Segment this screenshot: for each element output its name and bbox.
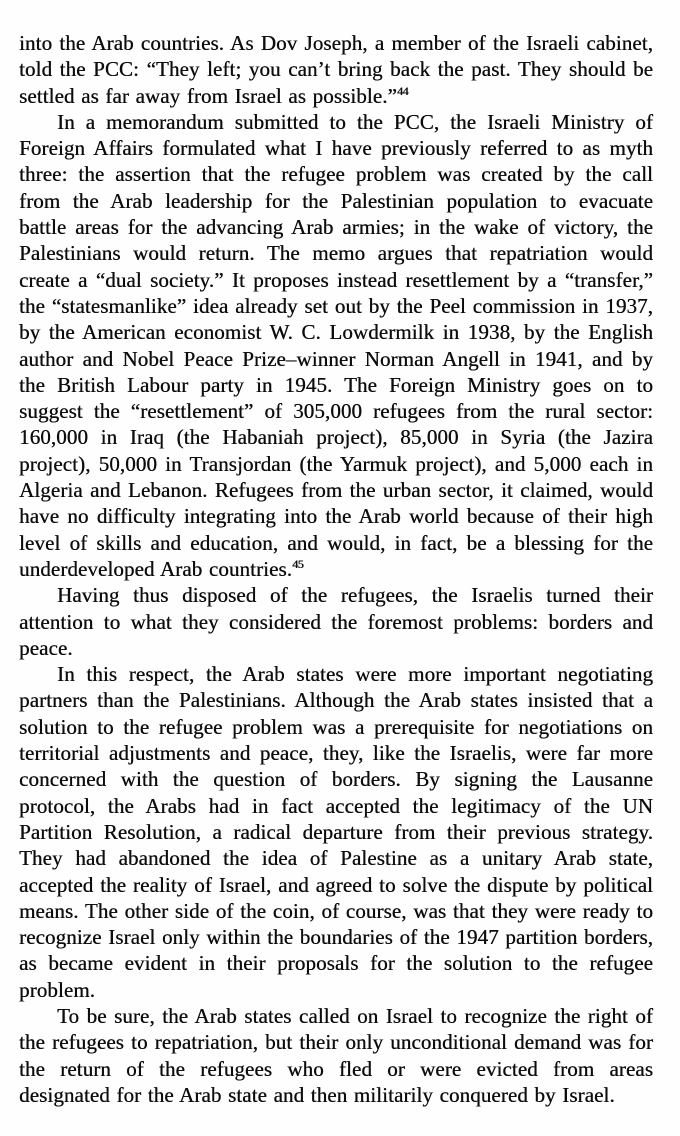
- paragraph-text: Having thus disposed of the refugees, the Israelis turned their attention to what they considered the foremost problems: borders and peace.: [19, 583, 653, 660]
- footnote-marker: 44: [396, 83, 408, 98]
- footnote-marker: 45: [292, 556, 304, 571]
- paragraph: [19, 30, 653, 109]
- paragraph: [19, 109, 653, 582]
- paragraph: [19, 582, 653, 661]
- paragraph-text: To be sure, the Arab states called on Israel to recognize the right of the refugees to repatriation, but their only unconditional demand was for the return of the refugees who fled or were evicted from areas designated for the Arab state and then militarily conquered by Israel.: [19, 1003, 653, 1107]
- paragraph-text: In a memorandum submitted to the PCC, the Israeli Ministry of Foreign Affairs formulated what I have previously referred to as myth three: the assertion that the refugee problem was created by the call from the Arab leadership for the Palestinian population to evacuate battle areas for the advancing Arab armies; in the wake of victory, the Palestinians would return. The memo argues that repatriation would create a “dual society.” It proposes instead resettlement by a “transfer,” the “statesmanlike” idea already set out by the Peel commission in 1937, by the American economist W. C. Lowdermilk in 1938, by the English author and Nobel Peace Prize–winner Norman Angell in 1941, and by the British Labour party in 1945. The Foreign Ministry goes on to suggest the “resettlement” of 305,000 refugees from the rural sector: 160,000 in Iraq (the Habaniah project), 85,000 in Syria (the Jazira project), 50,000 in Transjordan (the Yarmuk project), and 5,000 each in Algeria and Lebanon. Refugees from the urban sector, it claimed, would have no difficulty integrating into the Arab world because of their high level of skills and education, and would, in fact, be a blessing for the underdeveloped Arab countries.: [19, 109, 653, 581]
- paragraph: [19, 1003, 653, 1108]
- paragraph: [19, 661, 653, 1003]
- paragraph-text: into the Arab countries. As Dov Joseph, a member of the Israeli cabinet, told the PCC: “They left; you can’t bring back the past. They should be settled as far away from Israel as possible.”: [19, 31, 653, 108]
- paragraph-text: In this respect, the Arab states were more important negotiating partners than the Palestinians. Although the Arab states insisted that a solution to the refugee problem was a prerequisite for negotiations on territorial adjustments and peace, they, like the Israelis, were far more concerned with the question of borders. By signing the Lausanne protocol, the Arabs had in fact accepted the legitimacy of the UN Partition Resolution, a radical departure from their previous strategy. They had abandoned the idea of Palestine as a unitary Arab state, accepted the reality of Israel, and agreed to solve the dispute by political means. The other side of the coin, of course, was that they were ready to recognize Israel only within the boundaries of the 1947 partition borders, as became evident in their proposals for the solution to the refugee problem.: [19, 662, 653, 1002]
